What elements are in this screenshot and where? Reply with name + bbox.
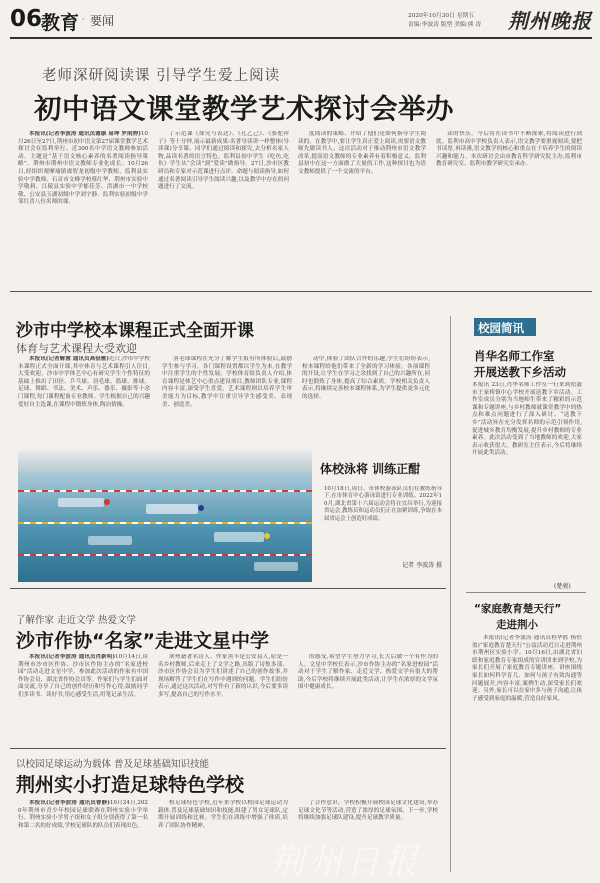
lead-col-4 [436,131,582,283]
lead-headline: 初中语文课堂教学艺术探讨会举办 [34,93,454,125]
lane-rope-2 [18,522,312,524]
divider-lead [10,291,592,292]
sidebar-mid-rule [466,592,586,593]
story4-col-2 [158,800,288,874]
sidebar-item2-text: 本报讯(记者李波涛 通讯员程华胜 杨恒盈)“家庭教育楚天行”公益活动近日走进荆州市荆州区实验小学。10月16日,由湖北省妇联和家庭教育专家组成的宣讲团来到学校,为家长们开展了家庭教育专题讲座。讲座围绕家长如何科学育儿、如何与孩子有效沟通等问题展开,内容丰富,案例生动,深受家长们欢迎。另外,家长可以在家中多与孩子沟通,让孩子感受到家庭的温暖,营造良好家风。 [472,635,582,702]
swimmer [88,536,132,545]
lead-byline: 本报讯(记者李波涛 通讯员谢康 易坤 罗雨婷) [29,131,141,137]
pool-backwall [18,450,312,472]
lane-rope-3 [18,554,312,556]
lead-body-2: 了示范课《探究与表达》、《孔乙己》、《骆驼祥子》等十分钟,展示最新成果:名著导读讲一样整体(导读课)分享课。同学们通过阅读和探究,去分析名家人物,品读名著的语言特色。监利县初中学生《吃鱼,吃鱼》学生从“会读”到“爱读”做指导。27日,沙市区教研员和专家对示范课进行点评。命题与阅读指导,如何通过名著阅读引导学生阅读兴趣,以及教学中存在的问题进行了交流。 [158,131,289,191]
lead-kicker: 老师深研阅读课 引导学生爱上阅读 [42,68,281,84]
photo-caption-body: 10月18日,周日。市体校游泳队员们在教练指导下,在市体育中心游泳馆进行专业训练。2022年10月,湖北省第十六届运动会将在宜昌举行,为迎接省运会,教练员和运动员们正在加紧训练,争取在本届省运会上创造好成绩。 [324,486,442,522]
editors: 责编:李波涛 版型 美编:熊 涛 [408,22,482,28]
story2-subhead: 体育与艺术课程大受欢迎 [16,342,137,355]
story3-headline: 沙市作协“名家”走进文星中学 [16,630,269,652]
story4-body-2: 校足球特色学校,近年来学校以校园足球运动为载体,普及足球基础知识和技能,组建了男女足球队,定期开展训练和比赛。学生们在训练中增强了体质,培养了团队协作精神。 [158,800,288,829]
story4-body-1: 10月24日,2020年荆州市青少年校园足球联赛在荆州实验小学举行。荆州实验小学男子组和女子组分别获得了第一名和第二名的好成绩,学校足球队的队员们表现出色。 [18,800,148,829]
lead-body-4: 读的快乐。今后将在读书中不断探索,将阅读进行到底。监利市高中学校负责人表示,语文教学要重视阅读,要把书读厚,再读薄,语文教学的核心和重点在于培养学生的阅读兴趣和能力。本次研讨会由市教育科学研究院主办,监利市教育研究室、监利市教学研究室承办。 [436,131,582,168]
lead-col-3 [298,131,426,283]
sidebar-item1-body: 本报讯 23日,肖华名师工作室一行来到松滋市王家桥镇中心学校开展送教下乡活动。工作室成员分别为当地师生带来了精彩的示范课和专题讲座,与乡村教师就课堂教学中的热点和难点问题进行了深入研讨。“送教下乡”活动旨在充分发挥名师的示范引领作用,促进城乡教育均衡发展,提升乡村教师的专业素养。此次活动受到了当地教师的欢迎,大家表示收获很大。教研室主任表示,今后将继续开展此类活动。 [472,382,582,457]
lead-col-2 [158,131,289,283]
sidebar-item1-credit: (楚骏) [554,583,571,590]
divider-story3 [10,748,446,749]
masthead [10,6,592,34]
sidebar-label: 校园简讯 [478,321,524,335]
story3-body-2: 荆州籍著名诗人、作家黑丰是公安县人,原是一名乡村教师,后来走上了文学之路,出版了诗集多部。沙市区作协会员为学生们讲述了自己的创作故事,并现场解答了学生们在写作中遇到的问题。学生们纷纷表示,通过这次活动,对写作有了新的认识,今后要多读多写,提高自己的写作水平。 [158,654,288,698]
story4-body-3: 了合作意识。学校积极开展校园足球文化建设,举办足球文化节等活动,营造了浓厚的足球氛围。下一步,学校将继续加强足球队建设,提升足球教学质量。 [298,800,438,822]
masthead-rule [10,37,592,39]
story3-col-1 [18,654,148,740]
section-title: 教育 [41,12,80,34]
story3-body-3: 的感受,希望学生努力学习,长大后做一个有作为的人。文星中学校长表示,沙市作协主办的“名家进校园”活动对于学生了解作家、走近文学、热爱文学有很大的帮助,今后学校将继续开展此类活动,让学生在浓厚的文学氛围中健康成长。 [298,654,438,691]
story2-byline: 本报讯(记者解慧 通讯员高俭雅) [29,356,110,362]
story3-kicker: 了解作家 走近文学 热爱文学 [16,615,137,626]
story3-body-1: 10月14日,由荆州市沙市区作协、沙市区作协主办的“名家进校园”活动走进文星中学。参加此次活动的作家有中国作协会员、湖北省作协会员等。作家们与学生们面对面交流,分享了自己的创作经历和写作心得,鼓励同学们多读书、读好书,用心感受生活,用笔记录生活。 [18,654,148,698]
lead-body-1: 10月26日至27日,荆州市初中语文第27届课堂教学艺术探讨会在监利举行。近300名中学语文教师参加活动。主题是“基于语文核心素养的名著阅读指导策略”。荆州市荆州中语文教师专业化成长。10月26日,经组织观摩瑜镇虞智龙初级中学教师、监利县实验中学教师、石首市文峰学校蔡红华、荆州市实验中学敬莉、江陵县实验中学郁佳芳、洪湖市一中学校敬、公安县玉湖初级中学刘宇静、监利实验初级中学邹红喜八位名师的课。 [18,131,148,206]
lead-body-3: 度阅读的策略、介绍了他们是如何指导学生阅读的。在教学中,要让学生真正爱上阅读,需要语文教师先做读书人。这次活动对于推动荆州市语文教学改革,提高语文教师的专业素养有着积极意义。监利县初中在这一方面做了大量的工作,这种探讨也为语文教师提供了一个交流的平台。 [298,131,426,175]
photo-credit: 记者 李波涛 摄 [402,562,442,569]
section-dot: · [82,15,85,24]
lead-col-1 [18,131,148,283]
story2-col-1 [18,356,150,444]
story2-col-3 [302,356,430,444]
swimmer [254,562,298,571]
story4-byline: 本报讯(记者李波涛 通讯员曹静) [29,800,110,806]
subsection-title: 要闻 [90,14,115,28]
story2-body-2: 羽毛球课程在充分了解学生报有所体验后,鼓励学生参与学习。各门课程设置都以学生为本,在教学中注重学生的个性发展。学校体育组负责人介绍,体育课程是体艺中心重点建设项目,教师团队专业,课程内容丰富,深受学生喜爱。艺术课程则以培养学生审美能力为目标,教学中注重引导学生感受美、表现美、创造美。 [162,356,292,408]
swimmer [214,532,264,542]
story4-headline: 荆州实小打造足球特色学校 [16,774,245,796]
watermark: 荆州日报 [270,842,422,882]
story2-headline: 沙市中学校本课程正式全面开课 [16,321,254,341]
story3-col-2 [158,654,288,740]
sidebar-divider [450,316,451,872]
photo-caption [320,450,442,582]
divider-photo [10,588,446,589]
sidebar-item2-title-1: “家庭教育楚天行” [474,603,562,615]
swim-cap [198,505,204,511]
brand-logo: 荆州晚报 [508,9,592,33]
sidebar-item2-title-2: 走进荆小 [496,619,538,631]
story2-col-2 [162,356,292,444]
sidebar-item1-title-2: 开展送教下乡活动 [474,365,566,379]
story4-col-1 [18,800,148,874]
story2-body-1: 近日,沙市中学校本课程正式全面开课,其中体育与艺术课程引人注目,大受欢迎。沙市中学体艺中心有研究学生个性特征的基础上推出了田径、乒乓球、羽毛球、篮球、排球、足球、舞蹈、书法、美术、声乐、器乐、摄影等十余门课程,每门课程配备专业教师。学生根据自己的兴趣爱好自主选课,在课程中锻炼身体,陶冶情操。 [18,356,150,408]
page-number: 06 [10,6,43,32]
story4-kicker: 以校园足球运动为载体 普及足球基础知识技能 [16,759,210,770]
story2-body-3: 动中,体验了团队合作的乐趣,学生们纷纷表示,校本课程给他们带来了全新的学习体验。各项课程的开设,让学生在学习之余找到了自己的兴趣所在,同时也锻炼了身体,提高了综合素质。学校相关负责人表示,将继续完善校本课程体系,为学生提供更多元化的选择。 [302,356,430,400]
swimmer [58,498,104,507]
swimmer [146,504,198,514]
photo-caption-title: 体校泳将 训练正酣 [320,462,421,476]
sidebar-item1-title-1: 肖华名师工作室 [474,349,555,363]
swim-cap [264,533,270,539]
swim-photo [18,450,312,582]
sidebar-label-box [474,318,536,336]
lane-rope-1 [18,490,312,492]
sidebar-item2-body [472,635,582,871]
story3-col-3 [298,654,438,740]
swim-cap [104,499,110,505]
issue-date: 2020年10月30日 星期五 [408,13,475,19]
story3-byline: 本报讯(记者李波涛 通讯员肖新明) [29,654,116,660]
